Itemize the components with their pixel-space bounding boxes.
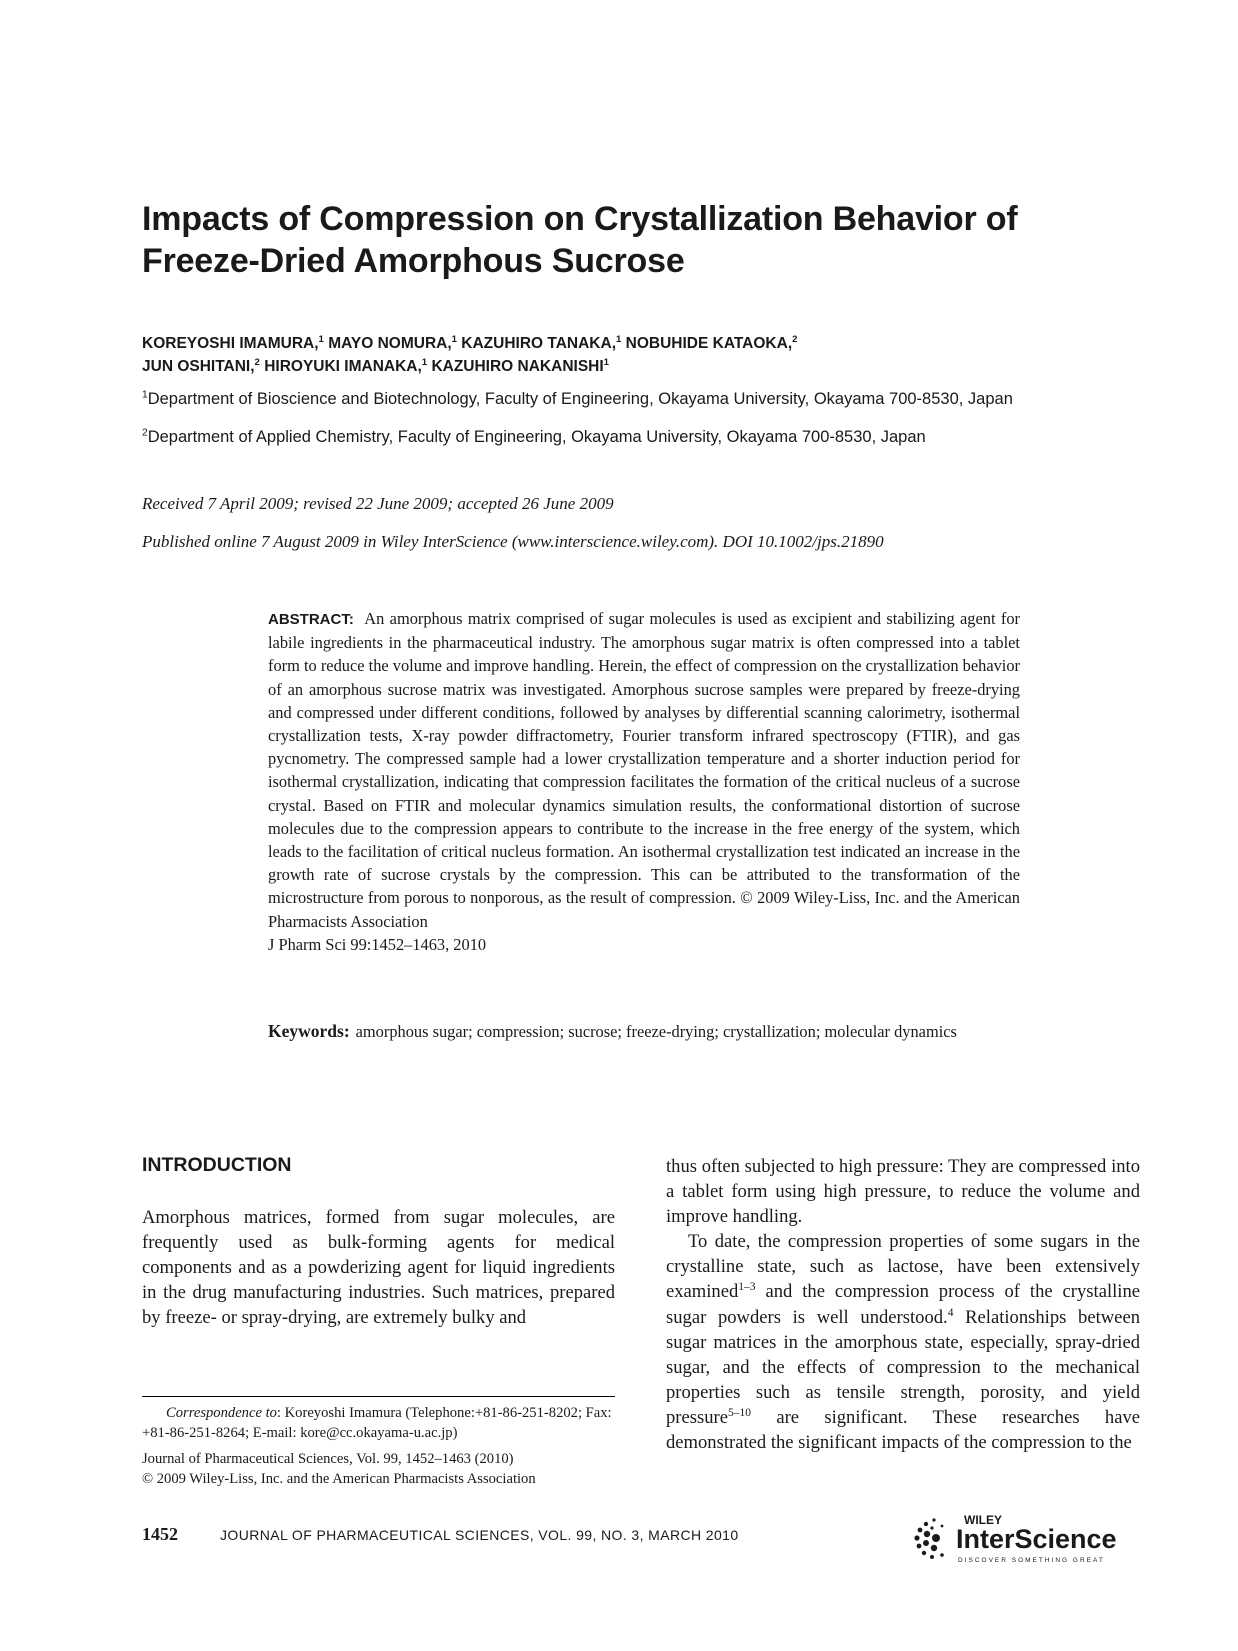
author: NOBUHIDE KATAOKA,$^2$ <box>625 333 798 352</box>
author: KOREYOSHI IMAMURA,$^1$ <box>142 333 324 352</box>
author: KAZUHIRO TANAKA,$^1$ <box>461 333 622 352</box>
intro-left-column: Amorphous matrices, formed from sugar molecules, are frequently used as bulk-forming agents for medical components and as a powderizing agent for liquid ingredients in the drug manufacturing industries. Such matrices, prepared by freeze- or spray-drying, are extremely bulky and <box>142 1207 615 1329</box>
reference[interactable]: 1–3 <box>738 1281 756 1294</box>
affiliation-2: $^2$Department of Applied Chemistry, Faculty of Engineering, Okayama University, Okayama 700-8530, Japan <box>142 427 926 446</box>
author-list <box>142 332 1142 378</box>
publication-info: Published online 7 August 2009 in Wiley InterScience (www.interscience.wiley.com). DOI 10.1002/jps.21890 <box>142 532 884 551</box>
affiliation-1: $^1$Department of Bioscience and Biotechnology, Faculty of Engineering, Okayama University, Okayama 700-8530, Japan <box>142 389 1013 408</box>
abstract-copyright: © 2009 Wiley-Liss, Inc. and the American Pharmacists Association <box>268 888 1020 931</box>
logo-tagline: DISCOVER SOMETHING GREAT <box>958 1557 1105 1564</box>
logo-main-text: InterScience <box>956 1524 1117 1554</box>
reference[interactable]: 5–10 <box>727 1406 751 1419</box>
author: JUN OSHITANI,$^2$ <box>142 356 260 375</box>
journal-info: Journal of Pharmaceutical Sciences, Vol. 99, 1452–1463 (2010) <box>142 1451 514 1467</box>
article-title <box>142 198 1102 282</box>
intro-right-column <box>666 1154 1140 1455</box>
abstract-text: An amorphous matrix comprised of sugar molecules is used as excipient and stabilizing agent for labile ingredients in the pharmaceutical industry. The amorphous sugar matrix is often compressed into a tablet form to reduce the volume and improve handling. Herein, the effect of compression on the crystallization behavior of an amorphous sucrose matrix was investigated. Amorphous sucrose samples were prepared by freeze-drying and compressed under different conditions, followed by analyses by differential scanning calorimetry, isothermal crystallization tests, X-ray powder diffractometry, Fourier transform infrared spectroscopy (FTIR), and gas pycnometry. The compressed sample had a lower crystallization temperature and a shorter induction period for isothermal crystallization, indicating that compression facilitates the formation of the critical nucleus of a sucrose crystal. Based on FTIR and molecular dynamics simulation results, the conformational distortion of sucrose molecules due to the compression appears to contribute to the increase in the free energy of the system, which leads to the facilitation of critical nucleus formation. An isothermal crystallization test indicated an increase in the growth rate of sucrose crystals by the compression. This can be attributed to the transformation of the microstructure from porous to nonporous, as the result of compression. <box>268 609 1020 908</box>
title-line-1: Impacts of Compression on Crystallization Behavior of <box>142 200 1018 238</box>
author: MAYO NOMURA,$^1$ <box>328 333 457 352</box>
author: KAZUHIRO NAKANISHI$^1$ <box>431 356 609 375</box>
intro-paragraph: thus often subjected to high pressure: They are compressed into a tablet form using high pressure, to reduce the volume and improve handling. <box>666 1156 1140 1228</box>
section-heading-introduction: INTRODUCTION <box>142 1154 292 1176</box>
abstract-citation: J Pharm Sci 99:1452–1463, 2010 <box>268 934 487 954</box>
running-footer: JOURNAL OF PHARMACEUTICAL SCIENCES, VOL. 99, NO. 3, MARCH 2010 <box>220 1527 739 1543</box>
keywords-label: Keywords: <box>268 1021 350 1041</box>
author: HIROYUKI IMANAKA,$^1$ <box>264 356 428 375</box>
footnote-copyright: © 2009 Wiley-Liss, Inc. and the American Pharmacists Association <box>142 1470 536 1487</box>
wiley-interscience-logo <box>912 1510 1144 1566</box>
abstract-label: ABSTRACT: <box>268 611 354 628</box>
logo-small-text: WILEY <box>964 1513 1002 1527</box>
abstract <box>268 607 1020 956</box>
received-dates: Received 7 April 2009; revised 22 June 2009; accepted 26 June 2009 <box>142 494 614 513</box>
footnote-divider <box>142 1396 615 1397</box>
footnote <box>142 1404 615 1489</box>
correspondence: Correspondence to: Koreyoshi Imamura (Telephone:+81-86-251-8202; Fax: +81-86-251-8264; E-mail: kore@cc.okayama-u.ac.jp) <box>142 1405 612 1441</box>
keywords <box>268 1020 1020 1043</box>
page-number: 1452 <box>142 1524 178 1544</box>
keywords-text: amorphous sugar; compression; sucrose; freeze-drying; crystallization; molecular dynamics <box>355 1022 957 1041</box>
intro-paragraph: To date, the compression properties of some sugars in the crystalline state, such as lactose, have been extensively examined$^{1-3}$ and the compression process of the crystalline sugar powders is well understood.$^4$ Relationships between sugar matrices in the amorphous state, especially, spray-dried sugar, and the effects of compression to the mechanical properties such as tensile strength, porosity, and yield pressure$^{5-10}$ are significant. These researches have demonstrated the significant impacts of the compression to the <box>666 1231 1140 1454</box>
title-line-2: Freeze-Dried Amorphous Sucrose <box>142 242 685 280</box>
reference[interactable]: 4 <box>947 1306 954 1319</box>
